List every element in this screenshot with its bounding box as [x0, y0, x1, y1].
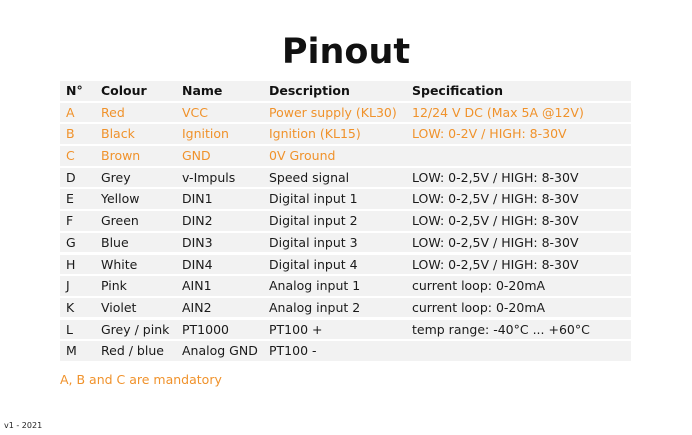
- cell-no: C: [66, 148, 75, 164]
- cell-name: DIN3: [182, 234, 213, 250]
- cell-no: G: [66, 234, 76, 250]
- cell-description: Digital input 4: [269, 256, 358, 272]
- cell-description: Digital input 3: [269, 234, 358, 250]
- cell-specification: LOW: 0-2,5V / HIGH: 8-30V: [412, 169, 579, 185]
- cell-no: F: [66, 213, 74, 229]
- mandatory-note: A, B and C are mandatory: [60, 372, 222, 387]
- header-specification: Specification: [412, 83, 503, 98]
- table-row: [60, 146, 631, 166]
- cell-colour: Blue: [101, 234, 129, 250]
- version-label: v1 - 2021: [4, 421, 43, 430]
- cell-description: Ignition (KL15): [269, 126, 361, 142]
- cell-no: D: [66, 169, 76, 185]
- cell-description: 0V Ground: [269, 148, 336, 164]
- table-row: [60, 233, 631, 253]
- cell-no: K: [66, 299, 75, 315]
- table-row: [60, 103, 631, 123]
- cell-specification: current loop: 0-20mA: [412, 278, 546, 294]
- cell-name: AIN2: [182, 299, 212, 315]
- cell-description: Digital input 1: [269, 191, 358, 207]
- cell-name: v-Impuls: [182, 169, 236, 185]
- header-colour: Colour: [101, 83, 147, 98]
- pinout-table: [60, 81, 631, 363]
- cell-specification: LOW: 0-2,5V / HIGH: 8-30V: [412, 213, 579, 229]
- cell-description: Power supply (KL30): [269, 104, 397, 120]
- cell-colour: Grey / pink: [101, 321, 170, 337]
- cell-no: E: [66, 191, 74, 207]
- table-body: [60, 103, 631, 361]
- header-no: N°: [66, 83, 83, 98]
- header-name: Name: [182, 83, 223, 98]
- cell-description: Analog input 1: [269, 278, 361, 294]
- cell-description: Speed signal: [269, 169, 350, 185]
- cell-no: M: [66, 343, 77, 359]
- cell-specification: current loop: 0-20mA: [412, 299, 546, 315]
- cell-name: PT1000: [182, 321, 229, 337]
- table-row: [60, 255, 631, 275]
- cell-description: PT100 +: [269, 321, 323, 337]
- cell-description: PT100 -: [269, 343, 317, 359]
- table-row: [60, 189, 631, 209]
- cell-no: B: [66, 126, 75, 142]
- cell-description: Digital input 2: [269, 213, 358, 229]
- table-header-row: [60, 81, 631, 101]
- table-row: [60, 168, 631, 188]
- table-row: [60, 298, 631, 318]
- cell-specification: LOW: 0-2,5V / HIGH: 8-30V: [412, 191, 579, 207]
- table-row: [60, 341, 631, 361]
- cell-colour: Yellow: [101, 191, 140, 207]
- cell-specification: LOW: 0-2,5V / HIGH: 8-30V: [412, 256, 579, 272]
- cell-name: DIN1: [182, 191, 213, 207]
- cell-no: J: [66, 278, 70, 294]
- page-title: Pinout: [281, 32, 411, 72]
- cell-specification: LOW: 0-2,5V / HIGH: 8-30V: [412, 234, 579, 250]
- cell-colour: Pink: [101, 278, 127, 294]
- cell-colour: Violet: [101, 299, 137, 315]
- cell-name: VCC: [182, 104, 209, 120]
- cell-colour: Red / blue: [101, 343, 164, 359]
- cell-name: Analog GND: [182, 343, 258, 359]
- table-row: [60, 124, 631, 144]
- cell-specification: 12/24 V DC (Max 5A @12V): [412, 104, 584, 120]
- cell-colour: Green: [101, 213, 139, 229]
- header-description: Description: [269, 83, 350, 98]
- cell-no: A: [66, 104, 75, 120]
- cell-no: L: [66, 321, 73, 337]
- cell-colour: Black: [101, 126, 135, 142]
- cell-colour: White: [101, 256, 138, 272]
- cell-colour: Brown: [101, 148, 141, 164]
- table-row: [60, 211, 631, 231]
- cell-name: DIN2: [182, 213, 213, 229]
- table-row: [60, 320, 631, 340]
- cell-colour: Red: [101, 104, 125, 120]
- cell-description: Analog input 2: [269, 299, 361, 315]
- cell-specification: temp range: -40°C ... +60°C: [412, 321, 590, 337]
- cell-name: GND: [182, 148, 211, 164]
- cell-name: Ignition: [182, 126, 229, 142]
- cell-name: AIN1: [182, 278, 212, 294]
- cell-colour: Grey: [101, 169, 131, 185]
- cell-name: DIN4: [182, 256, 213, 272]
- cell-specification: LOW: 0-2V / HIGH: 8-30V: [412, 126, 567, 142]
- cell-no: H: [66, 256, 76, 272]
- table-row: [60, 276, 631, 296]
